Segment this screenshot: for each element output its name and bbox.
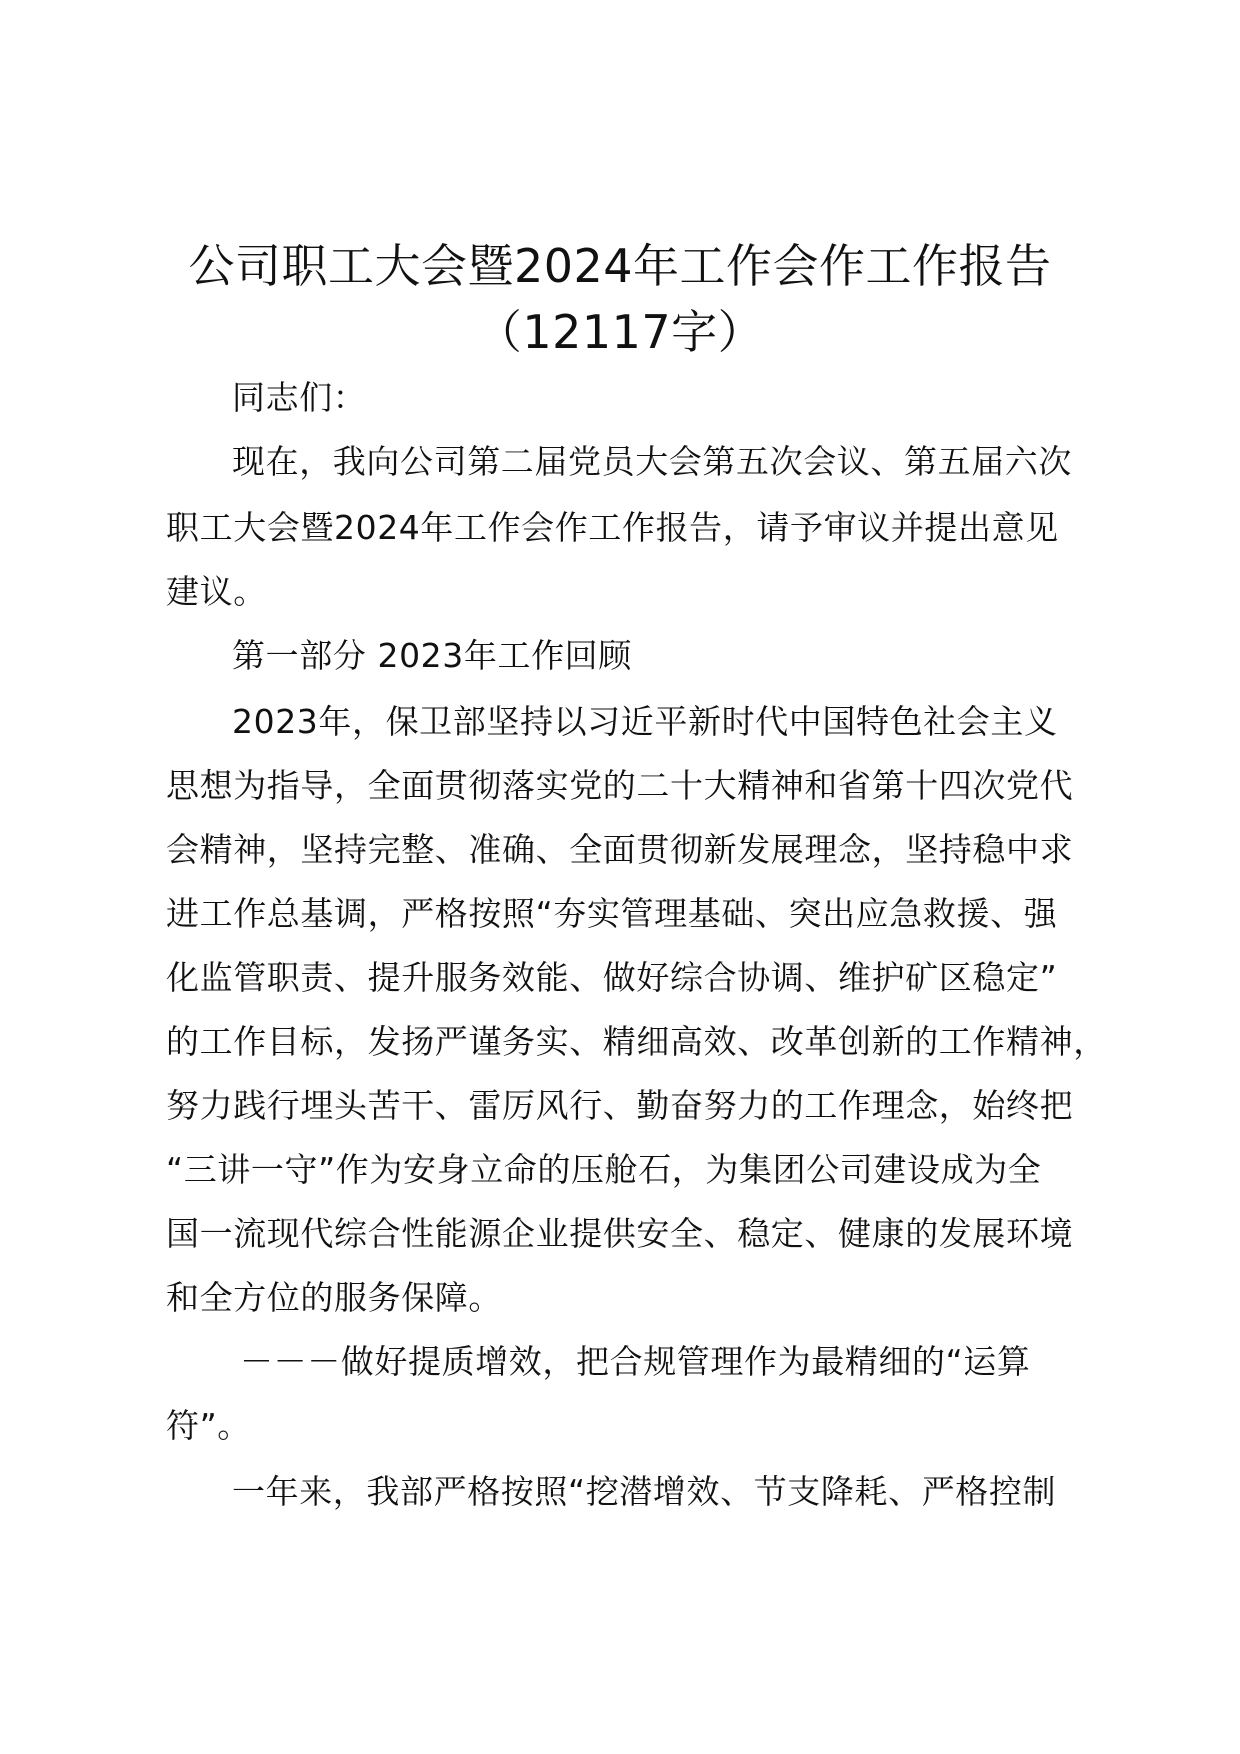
body-line: 思想为指导，全面贯彻落实党的二十大精神和省第十四次党代 bbox=[166, 766, 1074, 805]
body-line: 会精神，坚持完整、准确、全面贯彻新发展理念，坚持稳中求 bbox=[166, 830, 1074, 869]
body-line: 2023年，保卫部坚持以习近平新时代中国特色社会主义 bbox=[232, 702, 1058, 741]
body-line: 和全方位的服务保障。 bbox=[166, 1278, 502, 1317]
body-line: 建议。 bbox=[166, 572, 267, 611]
document-title-word-count: （12117字） bbox=[475, 305, 765, 359]
body-line: 国一流现代综合性能源企业提供安全、稳定、健康的发展环境 bbox=[166, 1214, 1074, 1253]
section-heading: 第一部分 2023年工作回顾 bbox=[232, 636, 632, 675]
salutation: 同志们： bbox=[232, 378, 367, 417]
body-line: 的工作目标，发扬严谨务实、精细高效、改革创新的工作精神， bbox=[166, 1022, 1107, 1061]
body-line: “三讲一守”作为安身立命的压舱石，为集团公司建设成为全 bbox=[166, 1150, 1042, 1189]
body-line: 进工作总基调，严格按照“夯实管理基础、突出应急救援、强 bbox=[166, 894, 1058, 933]
body-line: 现在，我向公司第二届党员大会第五次会议、第五届六次 bbox=[232, 442, 1072, 481]
body-line: 职工大会暨2024年工作会作工作报告，请予审议并提出意见 bbox=[166, 508, 1059, 547]
body-line: 努力践行埋头苦干、雷厉风行、勤奋努力的工作理念，始终把 bbox=[166, 1086, 1074, 1125]
body-line: 符”。 bbox=[166, 1406, 251, 1445]
subsection-heading: －－－做好提质增效，把合规管理作为最精细的“运算 bbox=[240, 1342, 1031, 1381]
body-line: 化监管职责、提升服务效能、做好综合协调、维护矿区稳定” bbox=[166, 958, 1058, 997]
body-line: 一年来，我部严格按照“挖潜增效、节支降耗、严格控制 bbox=[232, 1472, 1057, 1511]
document-title: 公司职工大会暨2024年工作会作工作报告 bbox=[188, 239, 1052, 293]
